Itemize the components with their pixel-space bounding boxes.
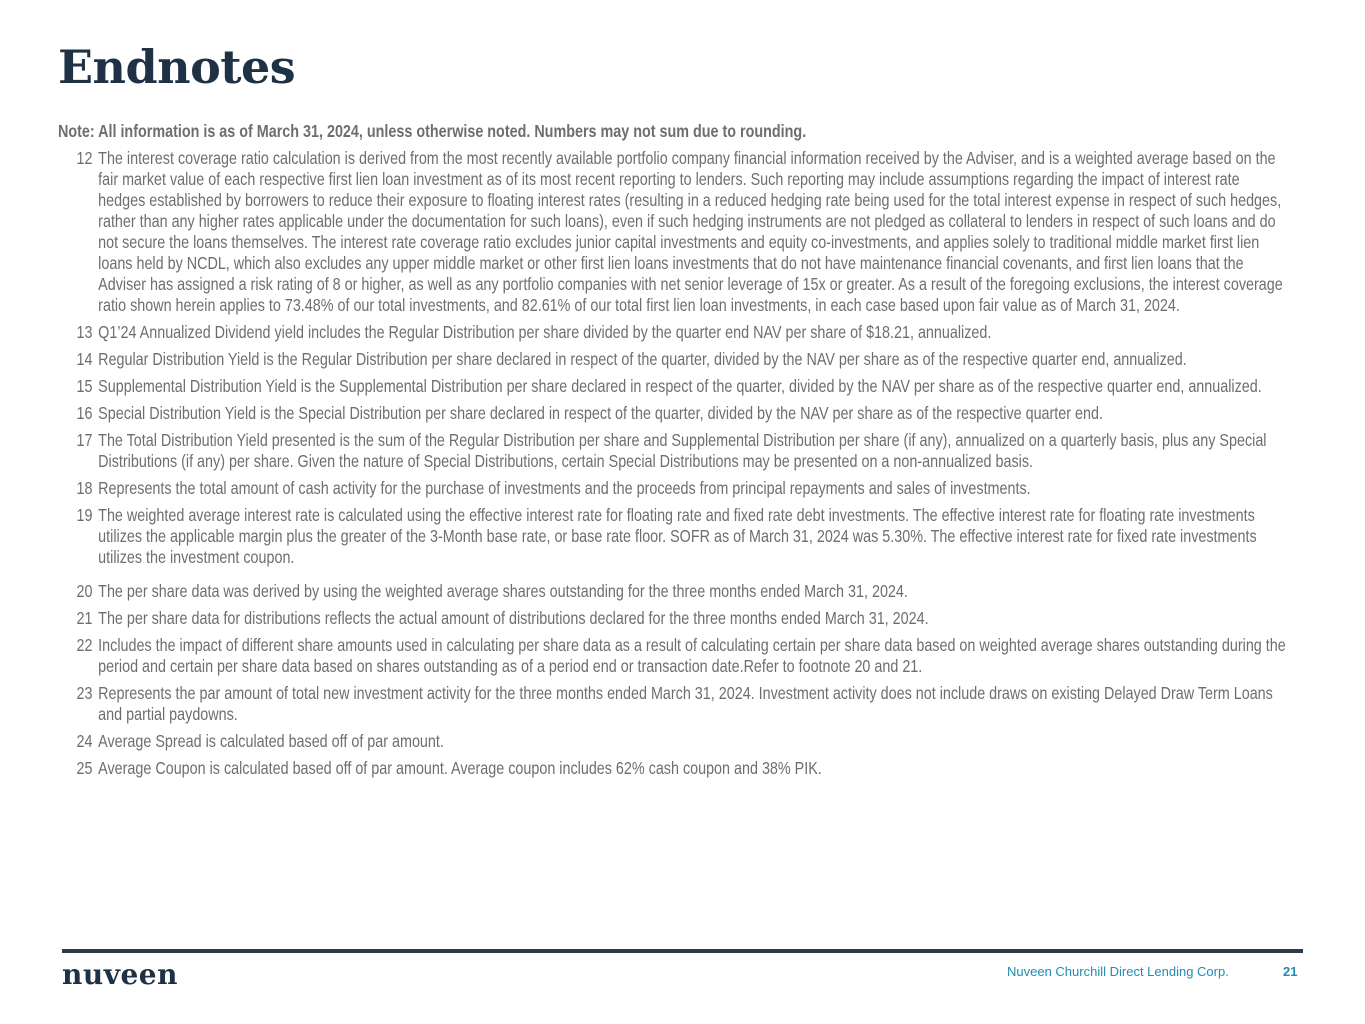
endnote-number: 24: [76, 731, 93, 751]
endnote-number: 12: [76, 148, 93, 168]
endnote-text: Average Coupon is calculated based off of par amount. Average coupon includes 62% cash coupon and 38% PIK.: [98, 758, 822, 778]
footer-divider: [62, 949, 1303, 953]
endnote-number: 25: [76, 758, 93, 778]
endnote-text: Includes the impact of different share amounts used in calculating per share data as a result of calculating certain per share data based on weighted average shares outstanding during the period and certain per share data based on shares outstanding as of a period end or transaction date.Refer to footnote 20 and 21.: [98, 635, 1286, 676]
footer-company: Nuveen Churchill Direct Lending Corp.: [1007, 964, 1229, 979]
endnote-item: [58, 430, 1288, 472]
endnote-item: [58, 376, 1288, 397]
endnote-item: [58, 731, 1288, 752]
endnote-number: 18: [76, 478, 93, 498]
endnote-text: Supplemental Distribution Yield is the Supplemental Distribution per share declared in respect of the quarter, divided by the NAV per share as of the respective quarter end, annualized.: [98, 376, 1262, 396]
endnote-text: Represents the total amount of cash activity for the purchase of investments and the proceeds from principal repayments and sales of investments.: [98, 478, 1031, 498]
endnote-list: [58, 148, 1288, 779]
endnote-number: 14: [76, 349, 93, 369]
endnote-text: Represents the par amount of total new investment activity for the three months ended March 31, 2024. Investment activity does not include draws on existing Delayed Draw Term Loans and partial paydowns.: [98, 683, 1273, 724]
endnote-item: [58, 349, 1288, 370]
note: Note: All information is as of March 31, 2024, unless otherwise noted. Numbers may not sum due to rounding.: [58, 121, 807, 141]
endnote-item: [58, 148, 1288, 316]
endnote-text: Q1’24 Annualized Dividend yield includes the Regular Distribution per share divided by the quarter end NAV per share of $18.21, annualized.: [98, 322, 992, 342]
endnote-text: The weighted average interest rate is calculated using the effective interest rate for floating rate and fixed rate debt investments. The effective interest rate for floating rate investments utilizes the applicable margin plus the greater of the 3-Month base rate, or base rate floor. SOFR as of March 31, 2024 was 5.30%. The effective interest rate for fixed rate investments utilizes the investment coupon.: [98, 505, 1257, 567]
endnote-item: [58, 683, 1288, 725]
endnote-number: 13: [76, 322, 93, 342]
endnote-text: Average Spread is calculated based off of par amount.: [98, 731, 444, 751]
endnote-item: [58, 581, 1288, 602]
endnotes-body: [58, 121, 1288, 779]
endnote-number: 15: [76, 376, 93, 396]
endnote-text: Regular Distribution Yield is the Regular Distribution per share declared in respect of the quarter, divided by the NAV per share as of the respective quarter end, annualized.: [98, 349, 1187, 369]
endnote-text: The Total Distribution Yield presented is the sum of the Regular Distribution per share and Supplemental Distribution per share (if any), annualized on a quarterly basis, plus any Special Distributions (if any) per share. Given the nature of Special Distributions, certain Special Distributions may be presented on a non-annualized basis.: [98, 430, 1267, 471]
page-number: 21: [1283, 964, 1298, 979]
endnote-text: The per share data was derived by using the weighted average shares outstanding for the three months ended March 31, 2024.: [98, 581, 908, 601]
endnote-text: The per share data for distributions reflects the actual amount of distributions declared for the three months ended March 31, 2024.: [98, 608, 929, 628]
endnote-number: 16: [76, 403, 93, 423]
endnote-item: [58, 608, 1288, 629]
page-title: Endnotes: [58, 40, 296, 94]
endnote-number: 19: [76, 505, 93, 525]
endnote-number: 23: [76, 683, 93, 703]
endnote-item: [58, 478, 1288, 499]
endnote-number: 21: [76, 608, 93, 628]
endnote-number: 17: [76, 430, 93, 450]
endnote-text: The interest coverage ratio calculation is derived from the most recently available portfolio company financial information received by the Adviser, and is a weighted average based on the fair market value of each respective first lien loan investment as of its most recent reporting to lenders. Such reporting may include assumptions regarding the impact of interest rate hedges established by borrowers to reduce their exposure to floating interest rates (resulting in a reduced hedging rate being used for the total interest expense in respect of such hedges, rather than any higher rates applicable under the documentation for such loans), even if such hedging instruments are not pledged as collateral to lenders in respect of such loans and do not secure the loans themselves. The interest rate coverage ratio excludes junior capital investments and equity co-investments, and applies solely to traditional middle market first lien loans held by NCDL, which also excludes any upper middle market or other first lien loans investments that do not have maintenance financial covenants, and first lien loans that the Adviser has assigned a risk rating of 8 or higher, as well as any portfolio companies with net senior leverage of 15x or greater. As a result of the foregoing exclusions, the interest coverage ratio shown herein applies to 73.48% of our total investments, and 82.61% of our total first lien loan investments, in each case based upon fair value as of March 31, 2024.: [98, 148, 1283, 315]
endnote-number: 20: [76, 581, 93, 601]
endnote-item: [58, 758, 1288, 779]
endnote-number: 22: [76, 635, 93, 655]
endnote-text: Special Distribution Yield is the Special Distribution per share declared in respect of the quarter, divided by the NAV per share as of the respective quarter end.: [98, 403, 1103, 423]
nuveen-logo: nuveen: [62, 958, 178, 991]
endnote-item: [58, 505, 1288, 568]
endnote-item: [58, 635, 1288, 677]
endnote-item: [58, 322, 1288, 343]
endnote-item: [58, 403, 1288, 424]
